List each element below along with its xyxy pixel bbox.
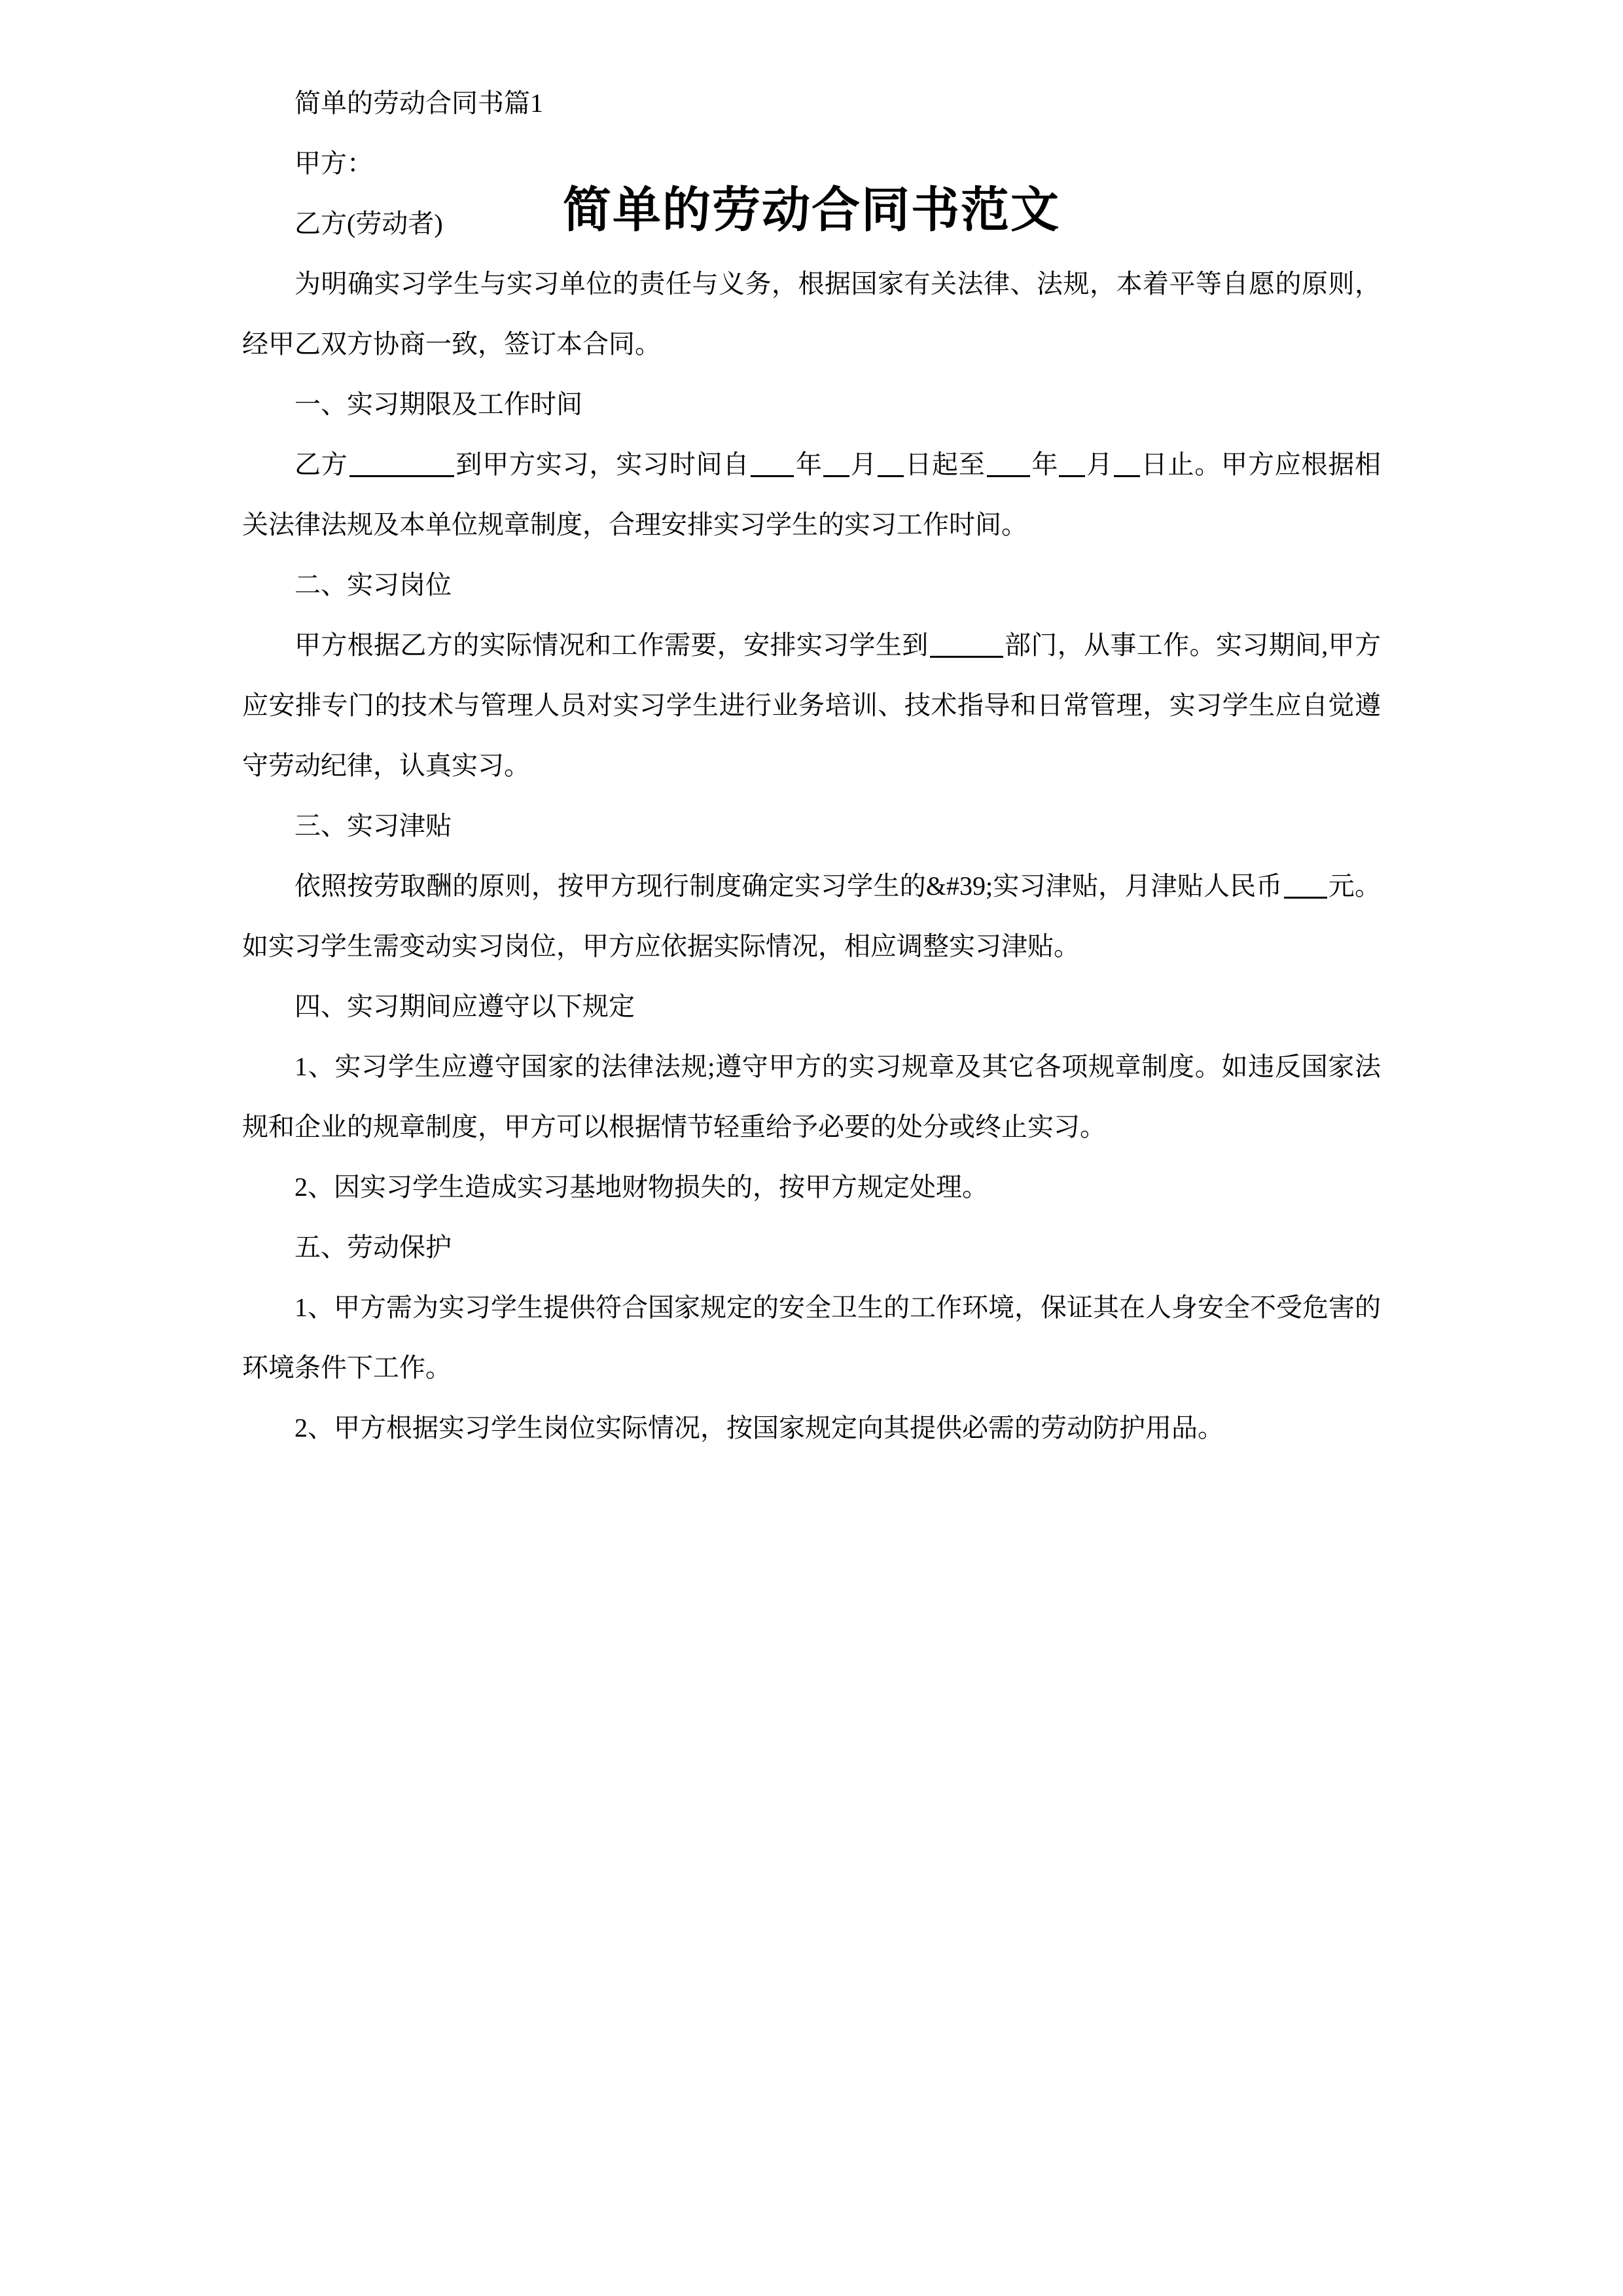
section-paragraph	[242, 856, 1381, 977]
sections-container	[242, 374, 1381, 1458]
section-paragraph	[242, 1157, 1381, 1217]
party-a-label: 甲方：	[294, 149, 373, 178]
paragraph-text: 部门，从事工作。实习期间,甲方应安排专门的技术与管理人员对实习学生进行业务培训、技术指导和日常管理，实习学生应自觉遵守劳动纪律，认真实习。	[242, 630, 1382, 780]
paragraph-text: 1、实习学生应遵守国家的法律法规;遵守甲方的实习规章及其它各项规章制度。如违反国家法规和企业的规章制度，甲方可以根据情节轻重给予必要的处分或终止实习。	[242, 1052, 1381, 1141]
paragraph-text: 月	[849, 450, 878, 479]
paragraph-text: 2、因实习学生造成实习基地财物损失的，按甲方规定处理。	[294, 1172, 988, 1202]
paragraph-text: 日起至	[904, 450, 986, 479]
fill-in-blank[interactable]	[349, 475, 454, 477]
paragraph-text: 甲方根据乙方的实际情况和工作需要，安排实习学生到	[294, 630, 929, 660]
paragraph-text: 年	[1031, 450, 1059, 479]
fill-in-blank[interactable]	[751, 475, 794, 477]
section-paragraph	[242, 1037, 1381, 1157]
fill-in-blank[interactable]	[1059, 475, 1085, 477]
paragraph-text: 月	[1086, 450, 1113, 479]
section-paragraph	[242, 615, 1381, 796]
party-b-label: 乙方(劳动者)	[294, 209, 443, 238]
fill-in-blank[interactable]	[1284, 897, 1327, 899]
section-heading: 三、实习津贴	[294, 811, 452, 840]
section-paragraph	[242, 1278, 1381, 1398]
paragraph-text: 到甲方实习，实习时间自	[455, 450, 750, 479]
paragraph-text: 乙方	[294, 450, 348, 479]
section-heading: 二、实习岗位	[294, 570, 452, 600]
fill-in-blank[interactable]	[987, 475, 1030, 477]
fill-in-blank[interactable]	[878, 475, 904, 477]
section-paragraph	[242, 435, 1381, 555]
section-heading: 四、实习期间应遵守以下规定	[294, 992, 635, 1021]
fill-in-blank[interactable]	[823, 475, 849, 477]
paragraph-text: 元。如实习学生需变动实习岗位，甲方应依据实际情况，相应调整实习津贴。	[242, 871, 1382, 961]
page-title: 简单的劳动合同书范文	[563, 184, 1060, 238]
paragraph-text: 2、甲方根据实习学生岗位实际情况，按国家规定向其提供必需的劳动防护用品。	[294, 1413, 1224, 1443]
paragraph-text: 年	[795, 450, 823, 479]
document-content	[242, 73, 1381, 1458]
article-heading: 简单的劳动合同书篇1	[294, 88, 543, 118]
paragraph-text: 日止。甲方应根据相关法律法规及本单位规章制度，合理安排实习学生的实习工作时间。	[242, 450, 1382, 539]
section-heading: 五、劳动保护	[294, 1232, 452, 1262]
paragraph-text: 1、甲方需为实习学生提供符合国家规定的安全卫生的工作环境，保证其在人身安全不受危害的环境条件下工作。	[242, 1293, 1381, 1382]
fill-in-blank[interactable]	[930, 656, 1003, 658]
preamble-paragraph: 为明确实习学生与实习单位的责任与义务，根据国家有关法律、法规，本着平等自愿的原则，经甲乙双方协商一致，签订本合同。	[242, 269, 1381, 359]
document-body	[242, 0, 1381, 1458]
section-heading: 一、实习期限及工作时间	[294, 389, 582, 419]
fill-in-blank[interactable]	[1114, 475, 1140, 477]
paragraph-text: 依照按劳取酬的原则，按甲方现行制度确定实习学生的&#39;实习津贴，月津贴人民币	[294, 871, 1283, 901]
section-paragraph	[242, 1398, 1381, 1458]
